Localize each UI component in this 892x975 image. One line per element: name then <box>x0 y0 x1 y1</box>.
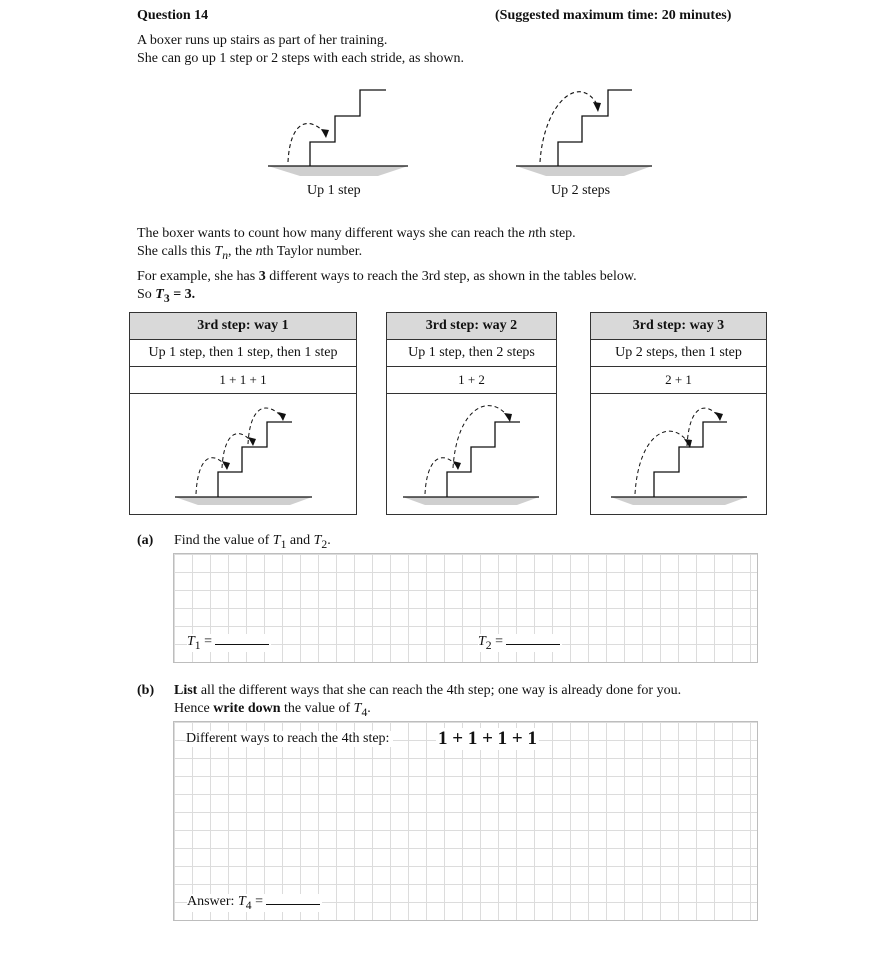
up-one-step-figure <box>260 82 420 182</box>
way-3-header: 3rd step: way 3 <box>591 313 766 340</box>
intro-line-1: A boxer runs up stairs as part of her training. <box>137 33 388 48</box>
way-2-header: 3rd step: way 2 <box>387 313 556 340</box>
up-two-steps-figure <box>510 82 670 182</box>
way-1-description: Up 1 step, then 1 step, then 1 step <box>130 340 356 367</box>
way-1-header: 3rd step: way 1 <box>130 313 356 340</box>
up-one-step-label: Up 1 step <box>307 183 361 198</box>
part-a-label: (a) <box>137 533 154 548</box>
so-line: So $T_3 = 3$. <box>137 287 196 305</box>
part-b-label: (b) <box>137 683 155 698</box>
way-1-expression: 1 + 1 + 1 <box>130 367 356 394</box>
way-2-figure <box>387 394 556 514</box>
way-3-expression: 2 + 1 <box>591 367 766 394</box>
example-line: For example, she has 3 different ways to reach the 3rd step, as shown in the tables below. <box>137 269 637 284</box>
ways-label: Different ways to reach the 4th step: <box>186 731 393 747</box>
suggested-time: (Suggested maximum time: 20 minutes) <box>495 8 732 23</box>
wants-line: The boxer wants to count how many different ways she can reach the nth step. <box>137 226 576 241</box>
part-b-answer-grid[interactable] <box>173 721 758 921</box>
way-2-description: Up 1 step, then 2 steps <box>387 340 556 367</box>
question-title: Question 14 <box>137 8 209 23</box>
way-3-table <box>590 312 767 515</box>
way-3-description: Up 2 steps, then 1 step <box>591 340 766 367</box>
intro-line-2: She can go up 1 step or 2 steps with each stride, as shown. <box>137 51 464 66</box>
up-two-steps-label: Up 2 steps <box>551 183 611 198</box>
t2-answer-field[interactable]: $T_2$ = <box>478 634 562 652</box>
way-1-table <box>129 312 357 515</box>
way-2-expression: 1 + 2 <box>387 367 556 394</box>
calls-line: She calls this $T_n$, the nth Taylor number. <box>137 244 363 262</box>
way-1-figure <box>130 394 356 514</box>
part-b-prompt-line-2: Hence write down the value of $T_4$. <box>174 701 371 719</box>
example-way: 1 + 1 + 1 + 1 <box>438 728 537 749</box>
part-a-prompt: Find the value of $T_1$ and $T_2$. <box>174 533 331 551</box>
way-3-figure <box>591 394 766 514</box>
t1-answer-field[interactable]: $T_1$ = <box>187 634 271 652</box>
part-b-prompt-line-1: List all the different ways that she can reach the 4th step; one way is already done for you. <box>174 683 682 698</box>
way-2-table <box>386 312 557 515</box>
t4-answer-field[interactable]: Answer: $T_4$ = <box>187 894 322 912</box>
